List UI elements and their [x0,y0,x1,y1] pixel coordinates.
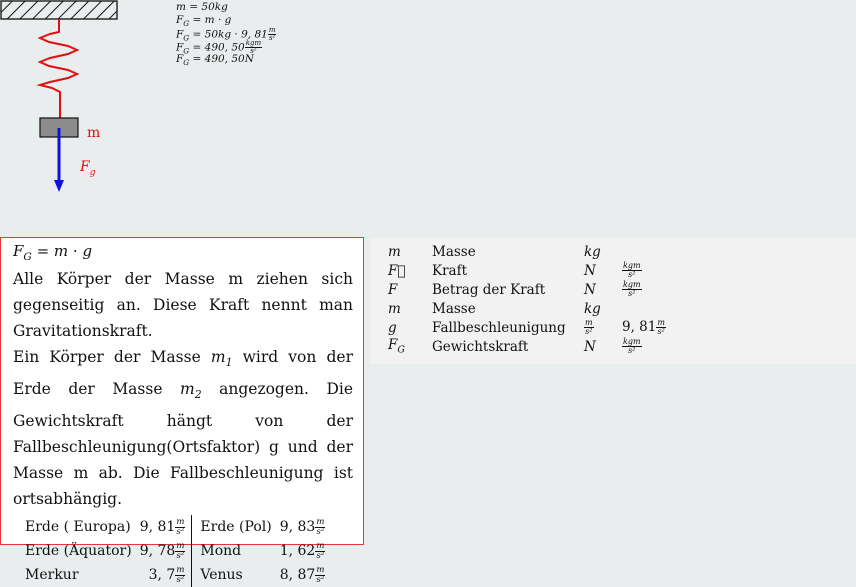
formula-line-1: m = 50kg [176,1,228,13]
legend-row [388,299,666,318]
legend-row [388,337,666,356]
legend-symbol: F [388,281,398,298]
formula-line-4: $F_G = 490$, 50 $\frac{\text{kgm}}{\text{s²}}$ [176,39,262,56]
legend-name: Gewichtskraft [432,338,529,355]
legend-name: Masse [432,243,476,260]
legend-extra [622,242,666,261]
unit-fraction: $\frac{\text{kgm}}{\text{s²}}$ [623,280,641,298]
paragraph-gravitation: Alle Körper der Masse m ziehen sich gegenseitig an. Diese Kraft nennt man Gravitationskraft. [13,270,353,340]
force-label: $F_g$ [80,159,96,178]
gravity-table [21,515,331,587]
gravity-value: 9, 78 $\frac{m}{\text{s²}}$ [136,539,192,563]
unit-fraction: $\frac{\text{kgm}}{\text{s²}}$ [623,261,641,279]
spring [40,19,77,118]
legend-row [388,242,666,261]
unit-fraction: $\frac{m}{\text{s²}}$ [176,541,185,561]
legend-symbol: m [388,300,401,317]
gravity-value: 9, 83 $\frac{m}{\text{s²}}$ [279,517,325,537]
legend-row [388,280,666,299]
unit-fraction: $\frac{m}{\text{s²}}$ [585,318,593,336]
explanation-box [0,237,364,585]
legend-name: Masse [432,300,476,317]
legend-unit: N [584,262,596,279]
legend-name: Kraft [432,262,468,279]
legend-table [388,242,666,356]
spring-mass-diagram [0,0,130,200]
gravity-row [21,539,331,563]
paragraph-weight-force: Ein Körper der Masse $m_1$ wird von der Erde der Masse $m_2$ angezogen. Die Gewichtskraft hängt von der Fallbeschleunigung(Ortsfaktor) g und der Masse m ab. Die Fallbeschleunigung ist ortsabhängig. [13,348,353,509]
legend-symbol: m [388,243,401,260]
legend-extra [622,337,666,356]
gravity-value: 3, 7 $\frac{m}{\text{s²}}$ [136,563,192,587]
legend-unit [584,318,622,337]
legend-unit: kg [584,243,601,260]
formula-line-3: $F_G = 50kg \cdot 9$, 81 $\frac{m}{\text{s²}}$ [176,26,276,43]
gravity-value: 8, 87 $\frac{m}{\text{s²}}$ [279,565,325,585]
legend-name: Fallbeschleunigung [432,319,566,336]
legend-extra [622,280,666,299]
symbol-legend [370,238,856,364]
mass-label: m [87,125,101,141]
legend-unit: N [584,281,596,298]
unit-fraction: $\frac{m}{\text{s²}}$ [176,517,185,537]
formula-line-2: $F_G = m \cdot g$ [176,14,232,29]
formula-line-5: $F_G = 490$, 50N [176,53,254,68]
gravity-value: 1, 62 $\frac{m}{\text{s²}}$ [279,541,325,561]
legend-unit: N [584,338,596,355]
unit-fraction: $\frac{m}{\text{s²}}$ [316,517,325,537]
gravity-row [21,563,331,587]
legend-symbol: F⃗ [388,262,406,279]
gravity-row [21,515,331,539]
gravity-value: 9, 81 $\frac{m}{\text{s²}}$ [136,515,192,539]
legend-extra [622,261,666,280]
location-name: Erde (Pol) [200,519,272,536]
unit-fraction: $\frac{m}{\text{s²}}$ [316,541,325,561]
weight-force-formula: $F_G = m \cdot g$ [13,242,93,263]
legend-row [388,318,666,337]
legend-row [388,261,666,280]
location-name: Merkur [25,567,79,584]
legend-symbol: g [388,319,397,336]
location-name: Erde ( Europa) [25,519,131,536]
ceiling-support [1,1,117,19]
unit-fraction: $\frac{m}{\text{s²}}$ [316,565,325,585]
location-name: Mond [200,543,242,560]
location-name: Venus [200,567,243,584]
legend-name: Betrag der Kraft [432,281,546,298]
force-arrow-head [54,180,64,192]
legend-extra: 9, 81 $\frac{m}{\text{s²}}$ [622,318,665,336]
legend-extra [622,299,666,318]
unit-fraction: $\frac{\text{kgm}}{\text{s²}}$ [623,337,641,355]
location-name: Erde (Äquator) [25,543,132,560]
formula-derivation [176,1,276,66]
unit-fraction: $\frac{m}{\text{s²}}$ [657,318,665,336]
legend-symbol: $F_G$ [388,337,405,356]
unit-fraction: $\frac{m}{\text{s²}}$ [176,565,185,585]
legend-unit: kg [584,300,601,317]
